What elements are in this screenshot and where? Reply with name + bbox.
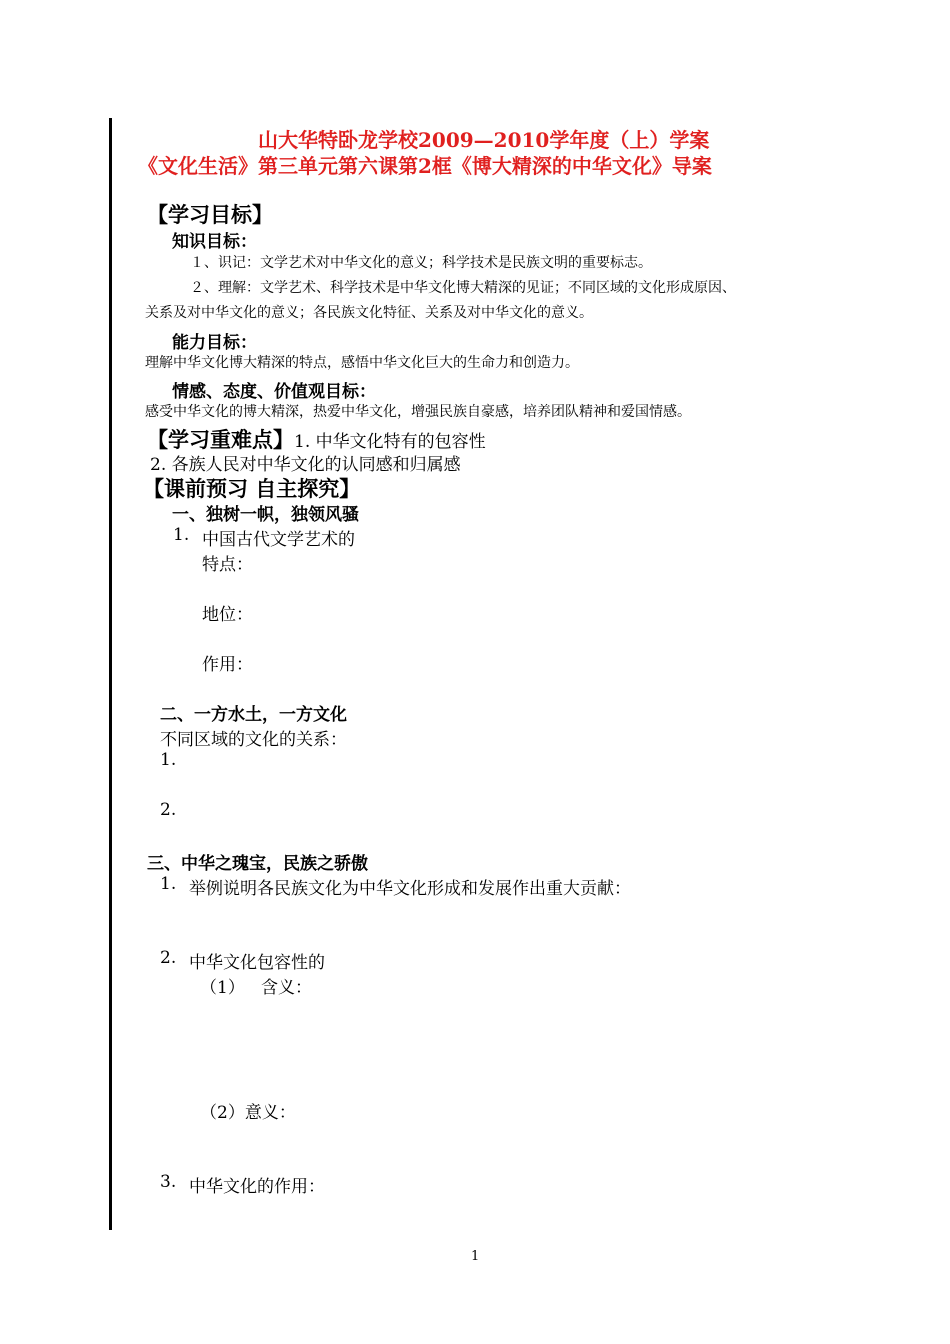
section2-heading: 二、一方水土，一方文化 xyxy=(160,705,347,725)
key-point-1: 1. 中华文化特有的包容性 xyxy=(294,432,486,452)
section3-item2-number: 2. xyxy=(160,948,177,968)
doc-title-line2: 《文化生活》第三单元第六课第2框《博大精深的中华文化》导案 xyxy=(138,154,712,178)
doc-title-line1: 山大华特卧龙学校2009—2010学年度（上）学案 xyxy=(258,128,710,152)
section2-item1: 1. xyxy=(160,750,177,770)
ability-text: 理解中华文化博大精深的特点，感悟中华文化巨大的生命力和创造力。 xyxy=(145,355,579,371)
margin-rule xyxy=(109,118,112,1230)
ability-label: 能力目标： xyxy=(172,333,257,353)
section3-item3-text: 中华文化的作用： xyxy=(189,1177,325,1197)
section3-heading: 三、中华之瑰宝，民族之骄傲 xyxy=(147,854,368,874)
values-text: 感受中华文化的博大精深，热爱中华文化，增强民族自豪感，培养团队精神和爱国情感。 xyxy=(145,404,691,420)
section1-status-label: 地位： xyxy=(202,605,253,625)
knowledge-item-2-line2: 关系及对中华文化的意义；各民族文化特征、关系及对中华文化的意义。 xyxy=(145,305,593,321)
section3-item1-number: 1. xyxy=(160,874,177,894)
page-number: 1 xyxy=(471,1249,480,1264)
knowledge-item-1: １、识记：文学艺术对中华文化的意义；科学技术是民族文明的重要标志。 xyxy=(190,255,652,271)
section2-relation-label: 不同区域的文化的关系： xyxy=(160,730,347,750)
section3-item1-text: 举例说明各民族文化为中华文化形成和发展作出重大贡献： xyxy=(189,879,631,899)
section1-item1-text: 中国古代文学艺术的 xyxy=(202,530,355,550)
section3-item2-text: 中华文化包容性的 xyxy=(189,953,325,973)
knowledge-label: 知识目标： xyxy=(172,232,257,252)
key-point-2: 2. 各族人民对中华文化的认同感和归属感 xyxy=(150,455,461,475)
section3-sub1: （1） 含义： xyxy=(200,978,313,998)
preview-heading: 【课前预习 自主探究】 xyxy=(143,476,361,501)
values-label: 情感、态度、价值观目标： xyxy=(172,382,376,402)
section3-item3-number: 3. xyxy=(160,1172,177,1192)
objectives-heading: 【学习目标】 xyxy=(147,202,273,227)
section1-heading: 一、独树一帜，独领风骚 xyxy=(172,505,359,525)
key-points-heading: 【学习重难点】 xyxy=(147,427,294,452)
section2-item2: 2. xyxy=(160,800,177,820)
section3-sub2: （2）意义： xyxy=(200,1103,296,1123)
knowledge-item-2-line1: ２、理解：文学艺术、科学技术是中华文化博大精深的见证；不同区域的文化形成原因、 xyxy=(190,280,736,296)
section1-item1-number: 1. xyxy=(173,525,190,545)
section1-trait-label: 特点： xyxy=(202,555,253,575)
section1-role-label: 作用： xyxy=(202,655,253,675)
